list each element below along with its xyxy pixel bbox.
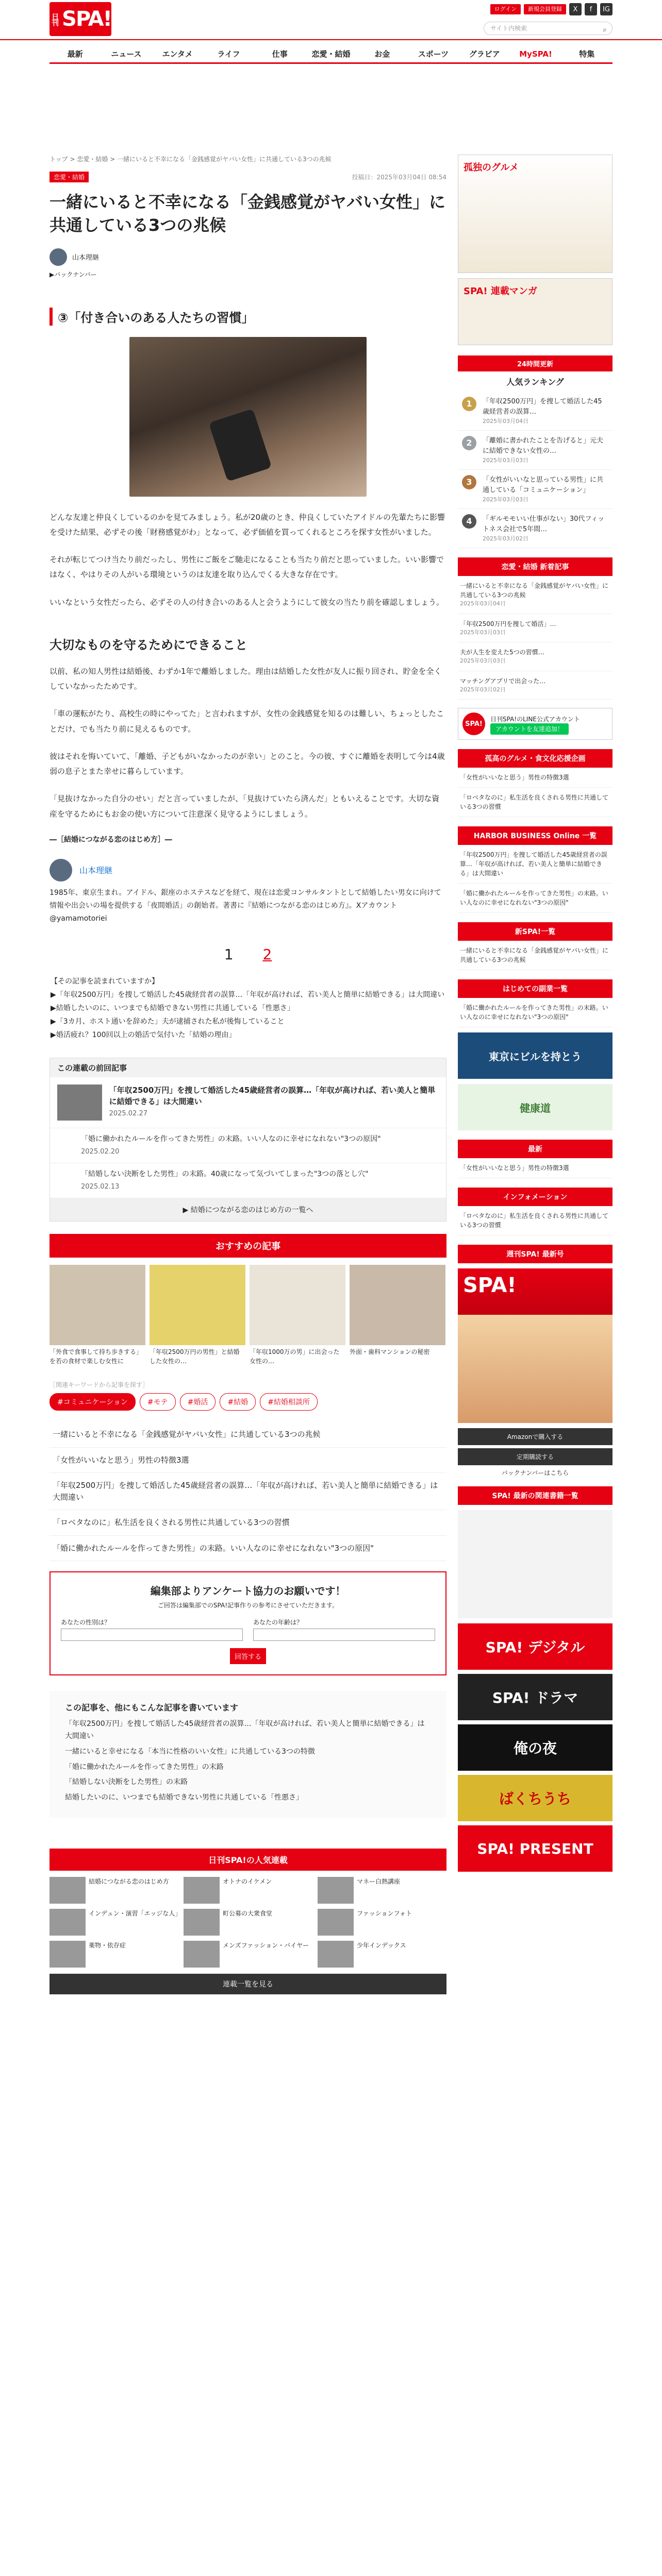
keyword-tag[interactable]: #モテ [140, 1393, 176, 1411]
keyword-tag[interactable]: #コミュニケーション [49, 1393, 136, 1411]
nav-sports[interactable]: スポーツ [418, 49, 449, 59]
series-title[interactable]: 少年インデックス [357, 1942, 406, 1950]
x-icon[interactable]: X [569, 3, 582, 15]
keyword-tags [49, 1393, 446, 1411]
rank-date: 2025年03月03日 [483, 496, 528, 503]
previous-date: 2025.02.20 [81, 1148, 120, 1156]
author-article-link[interactable]: 「結婚しない決断をした男性」の末路 [65, 1778, 188, 1787]
new-spa-header: 新SPA!一覧 [458, 922, 613, 941]
subscribe-button[interactable]: 定期購読する [458, 1448, 613, 1465]
sidebar-link[interactable]: 「女性がいいなと思う」男性の特徴3選 [458, 768, 613, 788]
nav-myspa[interactable]: MySPA! [519, 49, 552, 59]
recommend-image[interactable] [49, 1265, 145, 1345]
avatar [49, 859, 72, 882]
recommend-image[interactable] [250, 1265, 345, 1345]
new-article[interactable] [458, 576, 613, 614]
series-list-button[interactable]: 連載一覧を見る [49, 1974, 446, 1994]
age-label: あなたの年齢は？ [253, 1619, 303, 1626]
previous-article[interactable] [50, 1163, 446, 1198]
harbor-header: HARBOR BUSINESS Online 一覧 [458, 826, 613, 845]
new-article[interactable] [458, 671, 613, 700]
popular-series-header: 日刊SPA!の人気連載 [49, 1849, 446, 1871]
survey-title: 編集部よりアンケート協力のお願いです！ [150, 1585, 346, 1598]
new-article-title[interactable]: 「年収2500万円を捜して婚活」… [460, 620, 556, 628]
series-note[interactable]: ―［結婚につながる恋のはじめ方］― [49, 835, 172, 844]
book-covers[interactable] [458, 1510, 613, 1618]
rank-number: 3 [462, 475, 476, 489]
previous-article-box [49, 1058, 446, 1222]
health-banner[interactable]: 健康道 [458, 1084, 613, 1130]
breadcrumb[interactable]: トップ > 恋愛・結婚 > 一緒にいると不幸になる「金銭感覚がヤバい女性」に共通している3つの兆候 [49, 156, 332, 163]
rank-number: 2 [462, 436, 476, 450]
previous-date: 2025.02.27 [109, 1109, 147, 1117]
paragraph: 「車の運転がたり、高校生の時にやってた」と言われますが、女性の金銭感覚を知るのは難しい、ちょっとしたことだけ、でも当たり前に見えるものです。 [49, 709, 444, 734]
magazine-cover[interactable] [458, 1268, 613, 1423]
popular-series-item[interactable] [49, 1941, 178, 1968]
series-title[interactable]: マネー白熱講座 [357, 1878, 401, 1886]
nav-entertainment[interactable]: エンタメ [162, 49, 193, 59]
inline-links [49, 975, 446, 1042]
sidebar-link[interactable]: 一緒にいると不幸になる「金銭感覚がヤバい女性」に共通している3つの兆候 [458, 941, 613, 970]
survey-submit-button[interactable]: 回答する [230, 1648, 266, 1664]
related-link[interactable]: 一緒にいると不幸になる「金銭感覚がヤバい女性」に共通している3つの兆候 [49, 1422, 446, 1448]
paragraph: 彼はそれを悔いていて、「離婚、子どもがいなかったのが幸い」とのこと。今の彼、すぐに離婚を表明して今は4歳弱の息子とまた幸せに暮らしています。 [49, 751, 445, 776]
sidebar-link[interactable]: 「年収2500万円」を捜して婚活した45歳経営者の誤算…「年収が高ければ、若い美人と簡単に結婚できる」は大間違い [458, 845, 613, 884]
series-thumbnail[interactable] [49, 1941, 86, 1968]
gourmet-header: 孤高のグルメ・食文化応援企画 [458, 749, 613, 768]
main-nav [49, 46, 613, 64]
author-line[interactable] [49, 248, 446, 266]
author-article-link[interactable]: 結婚したいのに、いつまでも結婚できない男性に共通している「性悪さ」 [65, 1793, 303, 1802]
series-title[interactable]: オトナのイケメン [223, 1878, 272, 1886]
page-title: 一緒にいると不幸になる「金銭感覚がヤバい女性」に共通している3つの兆候 [49, 192, 446, 235]
ad-title: 孤独のグルメ [464, 162, 519, 173]
category-tag[interactable]: 恋愛・結婚 [49, 172, 89, 182]
facebook-icon[interactable]: f [585, 3, 597, 15]
recommend-title[interactable]: 「外食で食事して持ち歩きする」を若の食材で楽しむ女性に [49, 1348, 143, 1365]
new-article-date: 2025年03月02日 [460, 686, 506, 693]
paragraph: どんな友達と仲良くしているのかを見てみましょう。私が20歳のとき、仲良くしていたアイドルの先輩たちに影響を受けた結果、必ずその後「財務感覚がわ」となって、必ず価値を買ってくれるところを探す女性がいました。 [49, 512, 445, 537]
sidebar-ad[interactable] [458, 278, 613, 345]
search-icon[interactable]: ⌕ [603, 26, 607, 34]
new-article-title[interactable]: 夫が人生を変えた5つの習慣… [460, 649, 544, 656]
phone-shape [209, 409, 272, 482]
recommend-item[interactable] [150, 1265, 245, 1368]
popular-series-item[interactable] [318, 1941, 446, 1968]
page-2[interactable]: 2 [262, 946, 272, 963]
previous-title[interactable]: 「婚に働かれたルールを作ってきた男性」の末路。いい人なのに幸せになれない"3つの原因" [81, 1134, 381, 1143]
keyword-label: ［関連キーワードから記事を探す］ [49, 1381, 149, 1389]
new-article-date: 2025年03月03日 [460, 629, 506, 636]
author-name[interactable]: 山本理継 [72, 254, 100, 262]
subheading: 大切なものを守るためにできること [49, 637, 247, 652]
paragraph: それが転じてつけ当たり前だったし、男性にご飯をご馳走になることも当たり前だと思っていました。いい影響ではなく、やはりその人がいる環境というのは友達を取り込んでくる大きな存在です。 [49, 555, 444, 580]
ranking-item[interactable] [458, 431, 613, 470]
survey-fields [61, 1618, 435, 1641]
spa-logo-icon: SPA! [462, 713, 485, 735]
recommend-header: おすすめの記事 [49, 1234, 446, 1258]
side-job-header: はじめての副業一覧 [458, 979, 613, 998]
rank-title[interactable]: 「ギルモモいい仕事がない」30代フィットネス会社で5年間… [483, 515, 605, 533]
series-title[interactable]: 薬物・依存症 [89, 1942, 126, 1950]
site-logo[interactable]: 日刊 SPA! [49, 2, 111, 36]
new-article-title[interactable]: 一緒にいると不幸になる「金銭感覚がヤバい女性」に共通している3つの兆候 [460, 582, 609, 599]
nav-latest[interactable]: 最新 [67, 49, 83, 59]
recommend-title[interactable]: 「年収2500万円の男性」と結婚した女性の… [150, 1348, 240, 1365]
inline-link[interactable]: ▶結婚したいのに、いつまでも結婚できない男性に共通している「性悪さ」 [51, 1004, 294, 1013]
section-heading: ③「付き合いのある人たちの習慣」 [49, 308, 446, 326]
page-1[interactable]: 1 [224, 946, 234, 963]
recommend-item[interactable] [250, 1265, 345, 1368]
rank-title[interactable]: 「女性がいいなと思っている男性」に共通している「コミュニケーション」 [483, 476, 604, 494]
nav-gravure[interactable]: グラビア [469, 49, 500, 59]
sidebar-ad[interactable] [458, 155, 613, 273]
new-article-date: 2025年03月04日 [460, 600, 506, 607]
line-add-button[interactable]: アカウントを友達追加！ [490, 723, 569, 735]
age-select[interactable] [253, 1629, 435, 1641]
series-title[interactable]: メンズファッション・バイヤー [223, 1942, 309, 1950]
inline-link[interactable]: ▶「3カ月、ホスト通いを辞めた」夫が逮捕された私が後悔していること [51, 1018, 285, 1026]
latest-header: 最新 [458, 1140, 613, 1158]
author-article-link[interactable]: 「年収2500万円」を捜して婚活した45歳経営者の誤算…「年収が高ければ、若い美人と簡単に結婚できる」は大間違い [65, 1720, 425, 1741]
writer-profile [49, 859, 446, 882]
new-article-title[interactable]: マッチングアプリで出会った… [460, 677, 546, 685]
ranking-item[interactable] [458, 509, 613, 548]
recommend-item[interactable] [49, 1265, 145, 1368]
writer-bio: 1985年、東京生まれ。アイドル、銀座のホステスなどを経て、現在は恋愛コンサルタントとして結婚したい男女に向けて情報や出会いの場を提供する「夜間婚活」の創始者。著書に『結婚につながる恋のはじめ方』。Xアカウント @yamamotoriei [49, 888, 441, 923]
popular-series-item[interactable] [318, 1909, 446, 1936]
sidebar-link[interactable]: 「婚に働かれたルールを作ってきた男性」の末路。いい人なのに幸せになれない"3つの原因" [458, 884, 613, 913]
article-photo [129, 337, 367, 497]
backnumber-link[interactable]: ▶バックナンバー [49, 270, 97, 278]
recommend-grid [49, 1265, 446, 1368]
post-date: 投稿日：2025年03月04日 08:54 [352, 174, 446, 181]
series-title[interactable]: 結婚につながる恋のはじめ方 [89, 1878, 169, 1886]
series-thumbnail[interactable] [49, 1909, 86, 1936]
keyword-tag[interactable]: #結婚相談所 [260, 1393, 318, 1411]
previous-title[interactable]: 「年収2500万円」を捜して婚活した45歳経営者の誤算…「年収が高ければ、若い美人と簡単に結婚できる」は大間違い [109, 1085, 436, 1107]
nav-work[interactable]: 仕事 [272, 49, 288, 59]
related-link[interactable]: 「ロベタなのに」私生活を良くされる男性に共通している3つの習慣 [49, 1510, 446, 1536]
series-title[interactable]: インデュン・演習「エッジな人」 [89, 1910, 181, 1918]
recommend-image[interactable] [350, 1265, 445, 1345]
spa-present-banner[interactable]: SPA! PRESENT [458, 1825, 613, 1872]
keyword-tag[interactable]: #婚活 [180, 1393, 216, 1411]
previous-date: 2025.02.13 [81, 1183, 120, 1191]
previous-title[interactable]: 「結婚しない決断をした男性」の末路。40歳になって気づいてしまった"3つの落とし穴" [81, 1170, 369, 1179]
recommend-title[interactable]: 外面・歯科マンションの秘密 [350, 1348, 430, 1356]
popular-series-item[interactable] [318, 1877, 446, 1904]
rank-date: 2025年03月02日 [483, 535, 528, 542]
cover-logo: SPA! [463, 1274, 517, 1297]
ranking-item[interactable] [458, 470, 613, 509]
recommend-image[interactable] [150, 1265, 245, 1345]
ranking-item[interactable] [458, 392, 613, 431]
ore-no-yoru-banner[interactable]: 俺の夜 [458, 1724, 613, 1771]
header-top-right [490, 3, 613, 15]
nav-special[interactable]: 特集 [579, 49, 595, 59]
register-link[interactable]: 新規会員登録 [524, 4, 566, 14]
sidebar-link[interactable]: 「婚に働かれたルールを作ってきた男性」の末路。いい人なのに幸せになれない"3つの原因" [458, 998, 613, 1027]
series-thumbnail[interactable] [318, 1909, 354, 1936]
links-heading: 【その記事を読まれていますか】 [51, 977, 159, 986]
related-link[interactable]: 「女性がいいなと思う」男性の特徴3選 [49, 1448, 446, 1473]
survey-subtitle: ご回答は編集部でのSPA!記事作りの参考にさせていただきます。 [157, 1602, 339, 1609]
line-banner[interactable] [458, 708, 613, 740]
popular-series-item[interactable] [49, 1909, 181, 1936]
ad-title: SPA! 連載マンガ [464, 286, 537, 297]
author-article-link[interactable]: 「婚に働かれたルールを作ってきた男性」の末路 [65, 1762, 224, 1771]
rank-number: 4 [462, 514, 476, 529]
pagination [49, 946, 446, 963]
login-link[interactable]: ログイン [490, 4, 521, 14]
series-thumbnail[interactable] [184, 1909, 220, 1936]
ranking-header: 24時間更新 [458, 355, 613, 371]
previous-box-header: この連載の前回記事 [50, 1058, 446, 1077]
author-article-link[interactable]: 一緒にいると幸せになる「本当に性格のいい女性」に共通している3つの特徴 [65, 1747, 315, 1756]
line-text: 日刊SPA!のLINE公式アカウント [490, 716, 580, 723]
series-thumbnail[interactable] [49, 1877, 86, 1904]
search-input[interactable]: サイト内検索 ⌕ [484, 22, 613, 35]
backnumber-link[interactable]: バックナンバーはこちら [501, 1469, 569, 1477]
amazon-button[interactable]: Amazonで購入する [458, 1428, 613, 1445]
author-articles-header: この記事を、他にもこんな記事を書いています [65, 1703, 239, 1713]
rank-date: 2025年03月03日 [483, 457, 528, 464]
article-thumbnail[interactable] [57, 1084, 102, 1121]
related-link[interactable]: 「婚に働かれたルールを作ってきた男性」の末路。いい人なのに幸せになれない"3つの原因" [49, 1536, 446, 1562]
nav-love[interactable]: 恋愛・結婚 [311, 49, 351, 59]
spa-drama-banner[interactable]: SPA! ドラマ [458, 1674, 613, 1720]
related-link[interactable]: 「年収2500万円」を捜して婚活した45歳経営者の誤算…「年収が高ければ、若い美人と簡単に結婚できる」は大間違い [49, 1473, 446, 1510]
survey-box [49, 1571, 446, 1675]
nav-life[interactable]: ライフ [217, 49, 240, 59]
new-article[interactable] [458, 642, 613, 671]
related-list [49, 1422, 446, 1561]
gender-label: あなたの性別は？ [61, 1619, 111, 1626]
new-article-date: 2025年03月03日 [460, 657, 506, 664]
new-articles-header: 恋愛・結婚 新着記事 [458, 557, 613, 576]
rank-title[interactable]: 「離婚に書かれたことを告げると」元夫に結婚できない女性の… [483, 437, 604, 455]
writer-name[interactable]: 山本理継 [79, 866, 113, 876]
inline-link[interactable]: ▶「年収2500万円」を捜して婚活した45歳経営者の誤算…「年収が高ければ、若い美人と簡単に結婚できる」は大間違い [51, 991, 445, 999]
series-thumbnail[interactable] [318, 1941, 354, 1968]
instagram-icon[interactable]: IG [600, 3, 613, 15]
series-thumbnail[interactable] [318, 1877, 354, 1904]
sidebar-link[interactable]: 「ロベタなのに」私生活を良くされる男性に共通している3つの習慣 [458, 788, 613, 817]
information-header: インフォメーション [458, 1188, 613, 1206]
series-thumbnail[interactable] [184, 1941, 220, 1968]
popular-series-item[interactable] [184, 1909, 312, 1936]
gender-select[interactable] [61, 1629, 243, 1641]
nav-money[interactable]: お金 [374, 49, 390, 59]
sidebar-link[interactable]: 「女性がいいなと思う」男性の特徴3選 [458, 1158, 613, 1178]
sidebar-link[interactable]: 「ロベタなのに」私生活を良くされる男性に共通している3つの習慣 [458, 1206, 613, 1235]
series-thumbnail[interactable] [184, 1877, 220, 1904]
recommend-title[interactable]: 「年収1000万の男」に出会った女性の… [250, 1348, 340, 1365]
bakuchi-banner[interactable]: ばくちうち [458, 1775, 613, 1821]
rank-number: 1 [462, 397, 476, 411]
ranking-title: 人気ランキング [506, 377, 564, 387]
previous-article[interactable] [50, 1077, 446, 1128]
new-article[interactable] [458, 614, 613, 643]
spa-digital-banner[interactable]: SPA! デジタル [458, 1623, 613, 1670]
rank-title[interactable]: 「年収2500万円」を捜して婚活した45歳経営者の誤算… [483, 398, 602, 416]
sidebar [458, 155, 613, 1876]
books-header: SPA! 最新の関連書籍一覧 [458, 1486, 613, 1505]
paragraph: 以前、私の知人男性は結婚後、わずか1年で離婚しました。理由は結婚した女性が友人に振り回され、貯金を全くしていなかったためです。 [49, 666, 442, 691]
popular-series-item[interactable] [184, 1941, 312, 1968]
series-list-button[interactable]: ▶ 結婚につながる恋のはじめ方の一覧へ [50, 1198, 446, 1221]
recommend-item[interactable] [350, 1265, 445, 1368]
popular-series-item[interactable] [184, 1877, 312, 1904]
site-header [0, 0, 662, 40]
latest-issue-header: 週刊SPA! 最新号 [458, 1245, 613, 1263]
previous-article[interactable] [50, 1128, 446, 1163]
keyword-tag[interactable]: #結婚 [220, 1393, 256, 1411]
paragraph: 「見抜けなかった自分のせい」だと言っていましたが、「見抜けていたら済んだ」ともいえることです。大切な資産を守るためにもお金の使い方について注意深く見守るようにしましょう。 [49, 794, 440, 819]
paragraph: いいなという女性だったら、必ずその人の付き合いのある人と会うようにして彼女の当たり前を確認しましょう。 [49, 597, 444, 607]
popular-series-item[interactable] [49, 1877, 178, 1904]
author-articles-box [49, 1691, 446, 1818]
article-main [49, 155, 446, 2005]
article-meta [49, 172, 446, 182]
inline-link[interactable]: ▶婚活疲れ？100回以上の婚活で気付いた「結婚の理由」 [51, 1030, 236, 1039]
avatar [49, 248, 67, 266]
series-title[interactable]: ファッションフォト [357, 1910, 412, 1918]
popular-series-grid [49, 1871, 446, 1974]
tokyo-building-banner[interactable]: 東京にビルを持とう [458, 1032, 613, 1079]
nav-news[interactable]: ニュース [111, 49, 142, 59]
series-title[interactable]: 町公募の大衆食堂 [223, 1910, 273, 1918]
rank-date: 2025年03月04日 [483, 418, 528, 425]
